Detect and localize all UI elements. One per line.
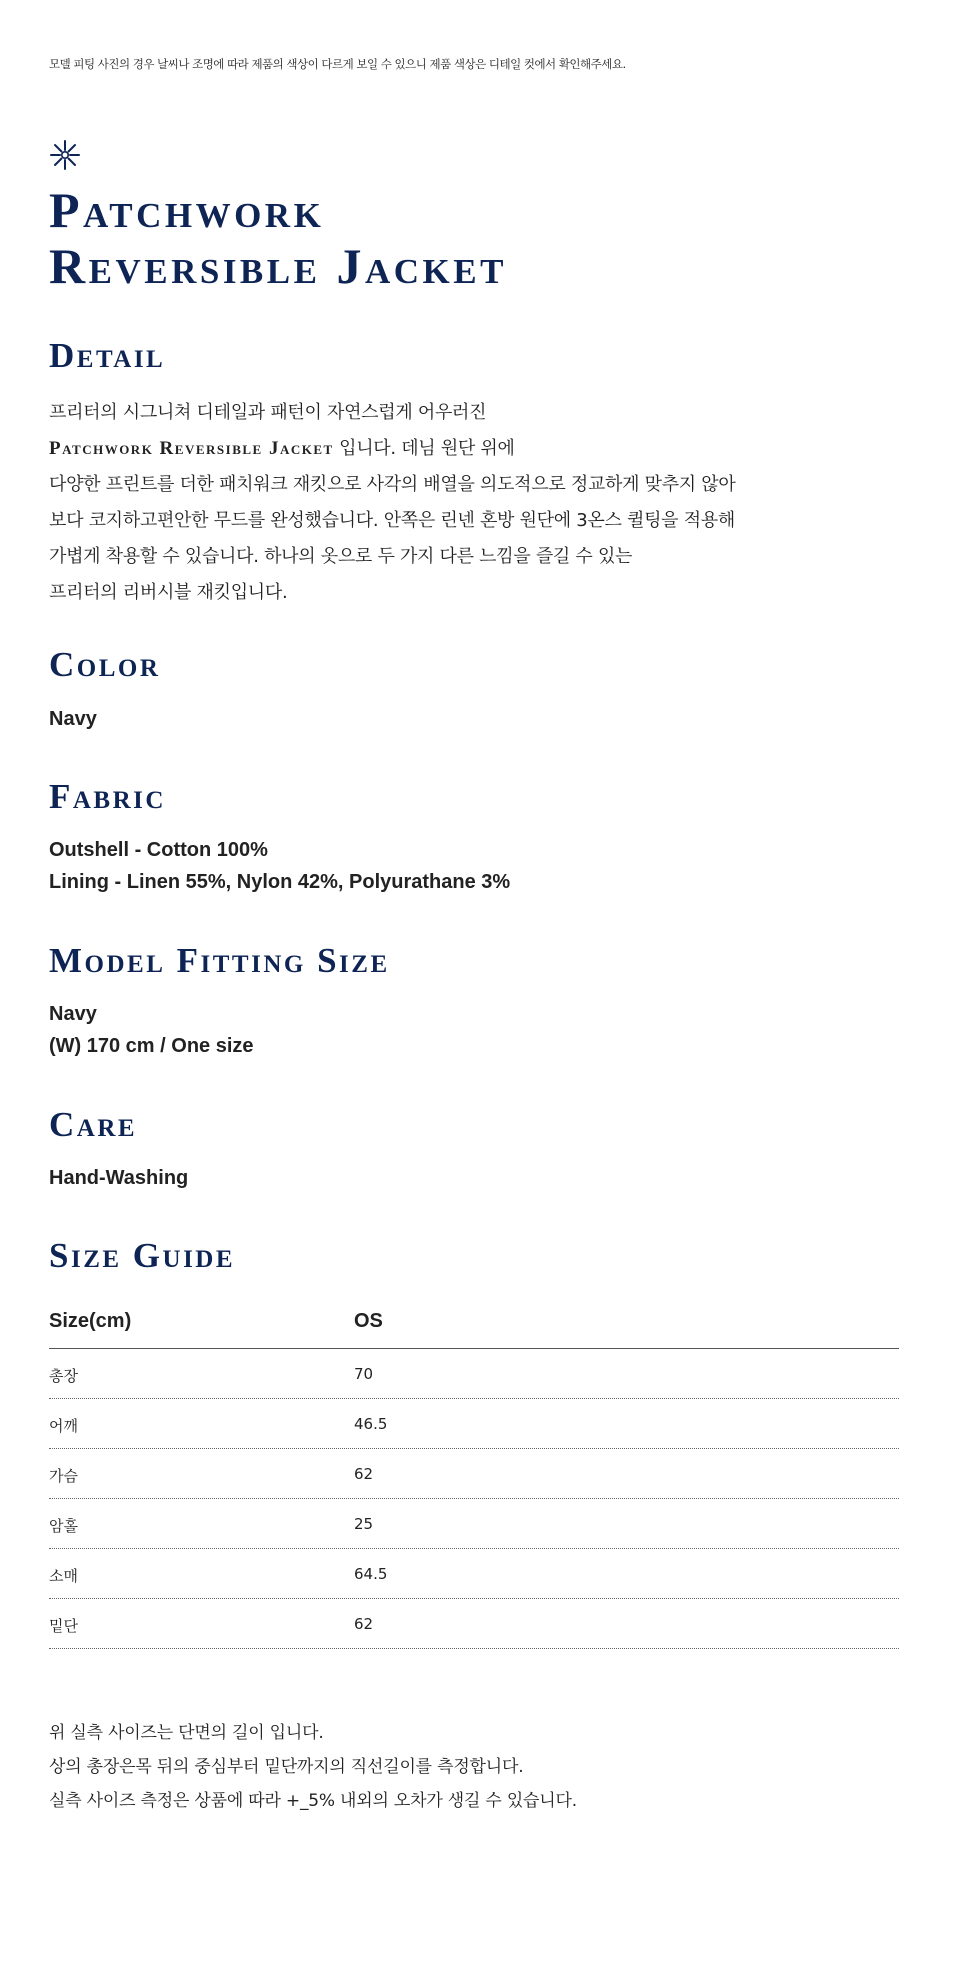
- asterisk-star-icon: [49, 139, 81, 171]
- care-heading: Care: [49, 1105, 138, 1144]
- table-row: [49, 1449, 899, 1499]
- table-row: [49, 1399, 899, 1449]
- footnote-2: 상의 총장은목 뒤의 중심부터 밑단까지의 직선길이를 측정합니다.: [49, 1757, 524, 1777]
- size-guide-heading: Size Guide: [49, 1236, 236, 1275]
- column-header-os: OS: [354, 1310, 383, 1332]
- detail-heading: Detail: [49, 336, 166, 375]
- row-label: 어깨: [49, 1417, 78, 1435]
- fabric-outshell: Outshell - Cotton 100%: [49, 839, 268, 861]
- color-value: Navy: [49, 708, 97, 730]
- product-title-line2: Reversible Jacket: [49, 238, 507, 294]
- detail-line-6: 프리터의 리버시블 재킷입니다.: [49, 582, 288, 603]
- row-value: 64.5: [354, 1565, 388, 1583]
- row-value: 70: [354, 1365, 374, 1383]
- color-heading: Color: [49, 645, 161, 684]
- row-label: 가슴: [49, 1467, 78, 1485]
- table-row: [49, 1549, 899, 1599]
- detail-line-5: 가볍게 착용할 수 있습니다. 하나의 옷으로 두 가지 다른 느낌을 즐길 수 있는: [49, 546, 633, 567]
- row-label: 총장: [49, 1367, 78, 1385]
- detail-line-3: 다양한 프린트를 더한 패치워크 재킷으로 사각의 배열을 의도적으로 정교하게 맞추지 않아: [49, 474, 736, 495]
- detail-description: [49, 395, 735, 611]
- row-value: 46.5: [354, 1415, 388, 1433]
- table-row: [49, 1349, 899, 1399]
- table-header: [49, 1308, 899, 1349]
- size-footnotes: [49, 1716, 577, 1818]
- fabric-lining: Lining - Linen 55%, Nylon 42%, Polyurathane 3%: [49, 871, 511, 893]
- detail-line-2-rest: 입니다. 데님 원단 위에: [333, 438, 515, 459]
- table-row: [49, 1499, 899, 1549]
- detail-product-name: Patchwork Reversible Jacket: [49, 438, 334, 459]
- row-label: 밑단: [49, 1617, 78, 1635]
- detail-line-2: [49, 431, 735, 467]
- product-title: [49, 182, 507, 294]
- footnote-1: 위 실측 사이즈는 단면의 길이 입니다.: [49, 1723, 324, 1743]
- product-title-line1: Patchwork: [49, 182, 325, 238]
- row-value: 62: [354, 1465, 374, 1483]
- row-value: 25: [354, 1515, 374, 1533]
- table-row: [49, 1599, 899, 1649]
- care-value: Hand-Washing: [49, 1167, 189, 1189]
- detail-line-1: 프리터의 시그니쳐 디테일과 패턴이 자연스럽게 어우러진: [49, 402, 487, 423]
- fabric-heading: Fabric: [49, 777, 166, 816]
- model-color: Navy: [49, 1003, 97, 1025]
- row-value: 62: [354, 1615, 374, 1633]
- row-label: 암홀: [49, 1517, 78, 1535]
- model-size: (W) 170 cm / One size: [49, 1035, 254, 1057]
- row-label: 소매: [49, 1567, 78, 1585]
- model-fitting-heading: Model Fitting Size: [49, 941, 390, 980]
- footnote-3: 실측 사이즈 측정은 상품에 따라 +_5% 내외의 오차가 생길 수 있습니다.: [49, 1791, 577, 1811]
- size-guide-table: [49, 1308, 899, 1649]
- detail-line-4: 보다 코지하고편안한 무드를 완성했습니다. 안쪽은 린넨 혼방 원단에 3온스 퀼팅을 적용해: [49, 510, 735, 531]
- column-header-size: Size(cm): [49, 1310, 132, 1332]
- color-notice: 모델 피팅 사진의 경우 날씨나 조명에 따라 제품의 색상이 다르게 보일 수 있으니 제품 색상은 디테일 컷에서 확인해주세요.: [49, 57, 626, 71]
